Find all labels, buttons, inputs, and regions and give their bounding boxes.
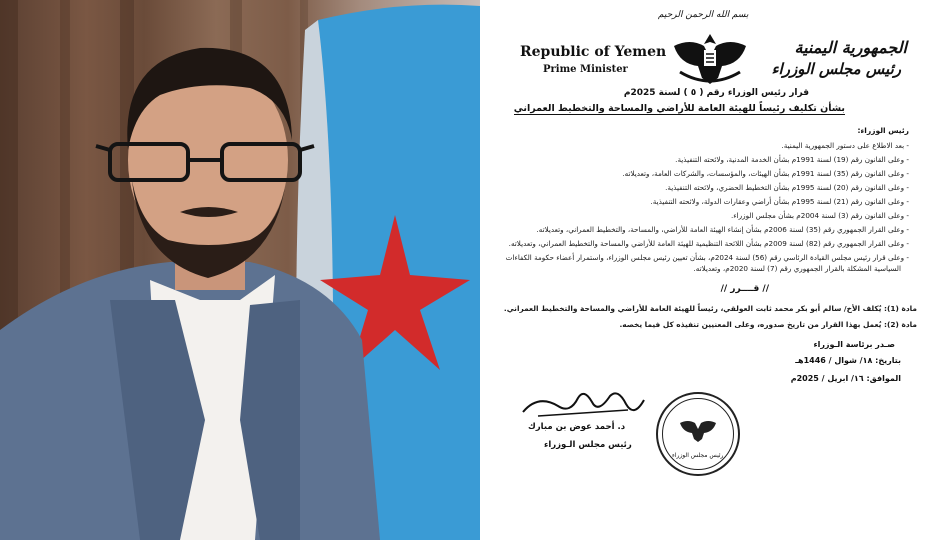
preamble-item: - وعلى القانون رقم (3) لسنة 2004م بشأن مجلس الوزراء. [731, 211, 909, 220]
decides-heading: // قــــرر // [720, 284, 769, 294]
header-country-en: Republic of Yemen [520, 44, 667, 60]
date-hijri: بتاريخ: ١٨/ شوال / 1446هـ [795, 356, 901, 365]
header-country-ar: الجمهورية اليمنية [794, 38, 907, 57]
preamble-item: - وعلى القانون رقم (35) لسنة 1991م بشأن الهيئات، والمؤسسات، والشركات العامة، وتعديلاته. [622, 169, 909, 178]
stamp-emblem-icon [678, 412, 718, 446]
preamble-item: - وعلى قرار رئيس مجلس القيادة الرئاسي رقم (56) لسنة 2024م، بشأن تعيين رئيس مجلس الوزراء، واستمرار أعضاء حكومة الكفاءات [505, 253, 909, 262]
signatory-name: د. أحمد عوض بن مبارك [528, 422, 626, 432]
official-stamp [656, 392, 740, 476]
article-2: مادة (2): يُعمل بهذا القرار من تاريخ صدوره، وعلى المعنيين تنفيذه كل فيما يخصه. [619, 320, 917, 329]
decree-number: قرار رئيس الوزراء رقم ( ٥ ) لسنة 2025م [623, 88, 809, 98]
signatory-title: رئيس مجلس الـوزراء [544, 440, 632, 450]
preamble-item: - وعلى القانون رقم (20) لسنة 1995م بشأن التخطيط الحضري، ولائحته التنفيذية. [665, 183, 909, 192]
preamble-item: - بعد الاطلاع على دستور الجمهورية اليمنية. [781, 141, 909, 150]
header-office-en: Prime Minister [543, 64, 628, 75]
stamp-text: رئيس مجلس الوزراء [672, 452, 724, 459]
header-office-ar: رئيس مجلس الوزراء [771, 60, 901, 78]
preamble-continuation: السياسية المشكلة بالقرار الجمهوري رقم (7) لسنة 2020م، وتعديلاته. [693, 264, 901, 273]
decree-document [488, 0, 937, 540]
date-gregorian: الموافق: ١٦/ ابريل / 2025م [790, 374, 901, 383]
preamble-item: - وعلى القرار الجمهوري رقم (82) لسنة 2009م بشأن اللائحة التنظيمية للهيئة العامة للأراضي والمساحة والتخطيط العمراني، وتعديلاته. [508, 239, 909, 248]
article-1: مادة (1): يُكلف الأخ/ سالم أبو بكر محمد ثابت العولقي، رئيساً للهيئة العامة للأراضي والمساحة والتخطيط العمراني. [503, 304, 917, 313]
preamble-item: - وعلى القانون رقم (21) لسنة 1995م بشأن أراضي وعقارات الدولة، ولائحته التنفيذية. [650, 197, 909, 206]
preamble-item: - وعلى القرار الجمهوري رقم (35) لسنة 2006م بشأن إنشاء الهيئة العامة للأراضي، والمساحة، والتخطيط العمراني، وتعديلاته. [536, 225, 909, 234]
preamble-heading: رئيس الوزراء: [857, 126, 909, 135]
decree-subject: بشأن تكليف رئيساً للهيئة العامة للأراضي والمساحة والتخطيط العمراني [513, 103, 845, 114]
basmala: بسم الله الرحمن الرحيم [658, 10, 749, 20]
yemen-eagle-emblem-icon [670, 28, 750, 88]
preamble-item: - وعلى القانون رقم (19) لسنة 1991م بشأن الخدمة المدنية، ولائحته التنفيذية. [675, 155, 909, 164]
signature-icon [518, 384, 648, 424]
issued-at: صـدر برئاسة الـوزراء [813, 340, 895, 349]
